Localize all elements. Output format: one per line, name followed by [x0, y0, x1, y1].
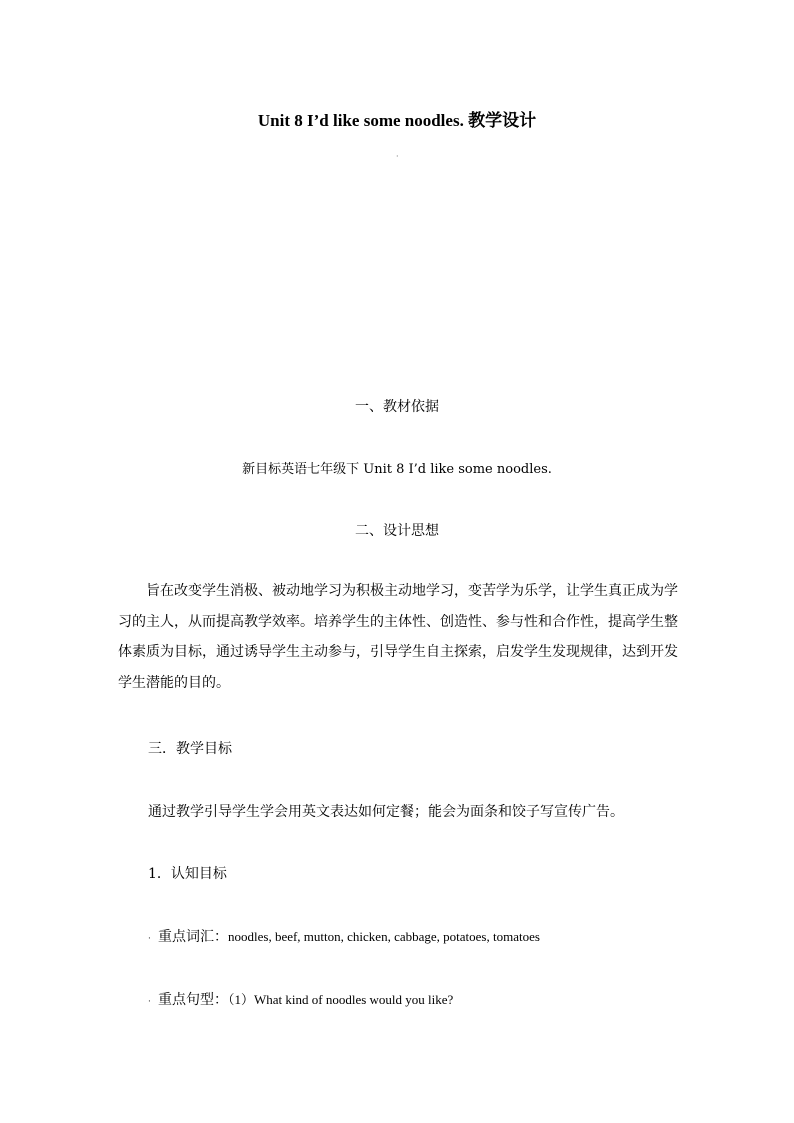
- key-vocabulary-line: [148, 926, 540, 946]
- cognitive-goal-heading: 1．认知目标: [148, 866, 227, 882]
- section2-heading: 二、设计思想: [355, 523, 439, 539]
- bullet-mark: ·: [148, 934, 151, 944]
- section1-content: 新目标英语七年级下 Unit 8 I’d like some noodles.: [242, 462, 552, 477]
- bullet-mark: ·: [148, 997, 151, 1007]
- vocab-label: 重点词汇：: [158, 929, 228, 945]
- section2-paragraph: 旨在改变学生消极、被动地学习为积极主动地学习，变苦学为乐学，让学生真正成为学习的主人，从而提高教学效率。培养学生的主体性、创造性、参与性和合作性，提高学生整体素质为目标，通过诱导学生主动参与，引导学生自主探索，启发学生发现规律，达到开发学生潜能的目的。: [118, 583, 678, 691]
- section3-intro: 通过教学引导学生学会用英文表达如何定餐；能会为面条和饺子写宣传广告。: [148, 804, 624, 820]
- document-title: Unit 8 I’d like some noodles. 教学设计: [257, 111, 537, 130]
- section3-heading: 三．教学目标: [148, 741, 232, 757]
- vocab-text: noodles, beef, mutton, chicken, cabbage, potatoes, tomatoes: [228, 929, 540, 944]
- key-sentence-line: [148, 989, 453, 1009]
- sentence-label: 重点句型：: [158, 992, 228, 1008]
- section1-heading: 一、教材依据: [355, 399, 439, 415]
- decorative-dot: ·: [396, 152, 399, 161]
- sentence-text: （1）What kind of noodles would you like?: [228, 992, 454, 1007]
